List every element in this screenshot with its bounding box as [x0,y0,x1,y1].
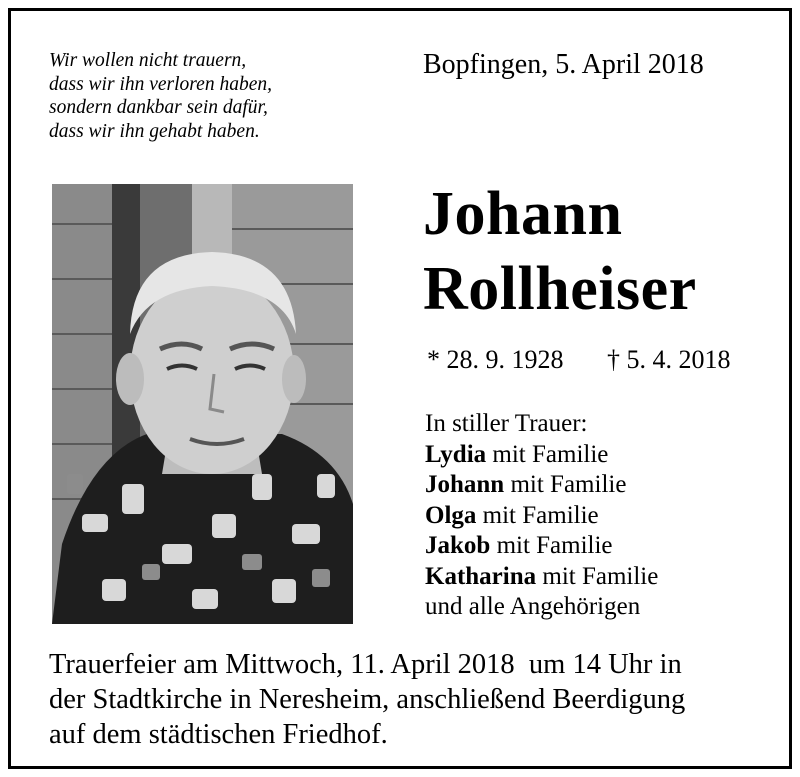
service-line: Trauerfeier am Mittwoch, 11. April 2018 um 14 Uhr in [49,649,682,680]
mourner-suffix: mit Familie [536,562,659,590]
mourner-name: Jakob [425,532,491,559]
portrait-photo [52,184,353,624]
mourner-name: Katharina [425,562,537,590]
list-item [425,531,785,562]
memorial-poem [49,49,379,143]
death-date: † 5. 4. 2018 [607,345,731,374]
place-and-date: Bopfingen, 5. April 2018 [423,49,704,80]
mourner-suffix: mit Familie [504,471,627,498]
last-name: Rollheiser [423,255,697,323]
list-item [425,470,785,501]
list-item [425,562,785,593]
poem-line: Wir wollen nicht trauern, [49,50,247,71]
list-item [425,501,785,532]
mourner-suffix: mit Familie [476,501,599,529]
obituary-frame [8,8,792,769]
mourner-suffix: mit Familie [486,440,609,468]
list-item [425,440,785,471]
first-name: Johann [423,180,623,248]
service-line: der Stadtkirche in Neresheim, anschließend Beerdigung [49,684,686,715]
poem-line: dass wir ihn gehabt haben. [49,120,260,142]
mourners-closing: und alle Angehörigen [425,593,641,620]
mourner-name: Olga [425,501,477,529]
funeral-service-info [49,647,779,752]
deceased-name [423,177,783,327]
birth-date: * 28. 9. 1928 [427,345,564,374]
service-line: auf dem städtischen Friedhof. [49,719,388,750]
life-dates [427,345,787,375]
mourner-suffix: mit Familie [490,532,613,559]
mourner-name: Lydia [425,440,487,468]
poem-line: dass wir ihn verloren haben, [49,73,272,95]
mourners-intro: In stiller Trauer: [425,410,588,437]
mourner-name: Johann [425,471,505,498]
mourners-list [425,409,785,623]
poem-line: sondern dankbar sein dafür, [49,97,268,118]
